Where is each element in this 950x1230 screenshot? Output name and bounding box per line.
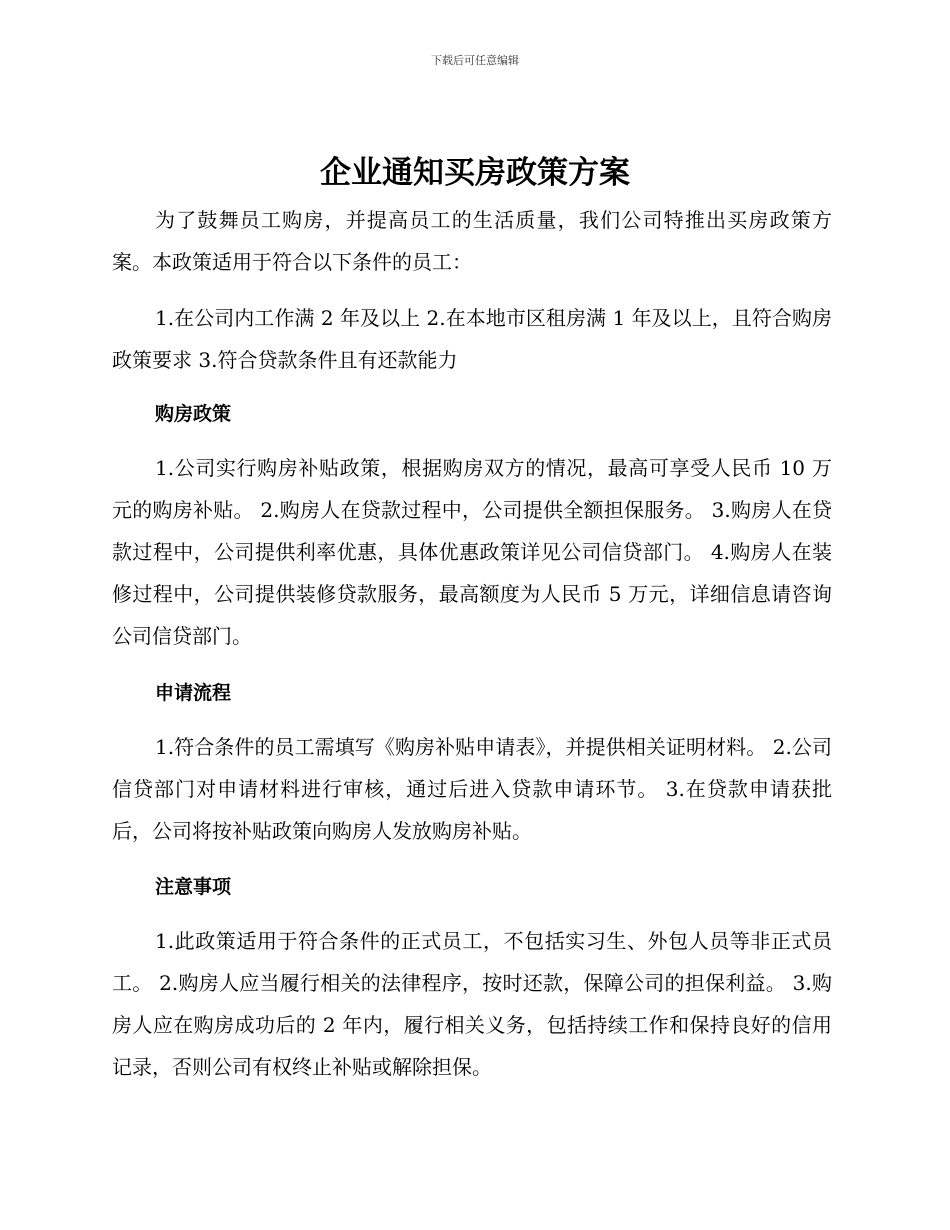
section-heading-notes: 注意事项 xyxy=(155,876,232,898)
application-process-paragraph: 1.符合条件的员工需填写《购房补贴申请表》，并提供相关证明材料。 2.公司信贷部门对申请材料进行审核，通过后进入贷款申请环节。 3.在贷款申请获批后，公司将按补贴政策向购房人发放购房补贴。 xyxy=(112,735,832,843)
conditions-paragraph: 1.在公司内工作满 2 年及以上 2.在本地市区租房满 1 年及以上，且符合购房政策要求 3.符合贷款条件且有还款能力 xyxy=(112,306,832,372)
document-title: 企业通知买房政策方案 xyxy=(320,155,630,191)
notes-paragraph: 1.此政策适用于符合条件的正式员工，不包括实习生、外包人员等非正式员工。 2.购房人应当履行相关的法律程序，按时还款，保障公司的担保利益。 3.购房人应在购房成功后的 2 年内，履行相关义务，包括持续工作和保持良好的信用记录，否则公司有权终止补贴或解除担保。 xyxy=(112,929,832,1079)
section-heading-purchase-policy: 购房政策 xyxy=(155,403,232,425)
purchase-policy-paragraph: 1.公司实行购房补贴政策，根据购房双方的情况，最高可享受人民币 10 万元的购房补贴。 2.购房人在贷款过程中，公司提供全额担保服务。 3.购房人在贷款过程中，公司提供利率优惠，具体优惠政策详见公司信贷部门。 4.购房人在装修过程中，公司提供装修贷款服务，最高额度为人民币 5 万元，详细信息请咨询公司信贷部门。 xyxy=(112,456,832,648)
header-note: 下载后可任意编辑 xyxy=(431,54,519,67)
section-heading-application-process: 申请流程 xyxy=(155,682,232,704)
intro-paragraph: 为了鼓舞员工购房，并提高员工的生活质量，我们公司特推出买房政策方案。本政策适用于符合以下条件的员工： xyxy=(112,208,832,274)
